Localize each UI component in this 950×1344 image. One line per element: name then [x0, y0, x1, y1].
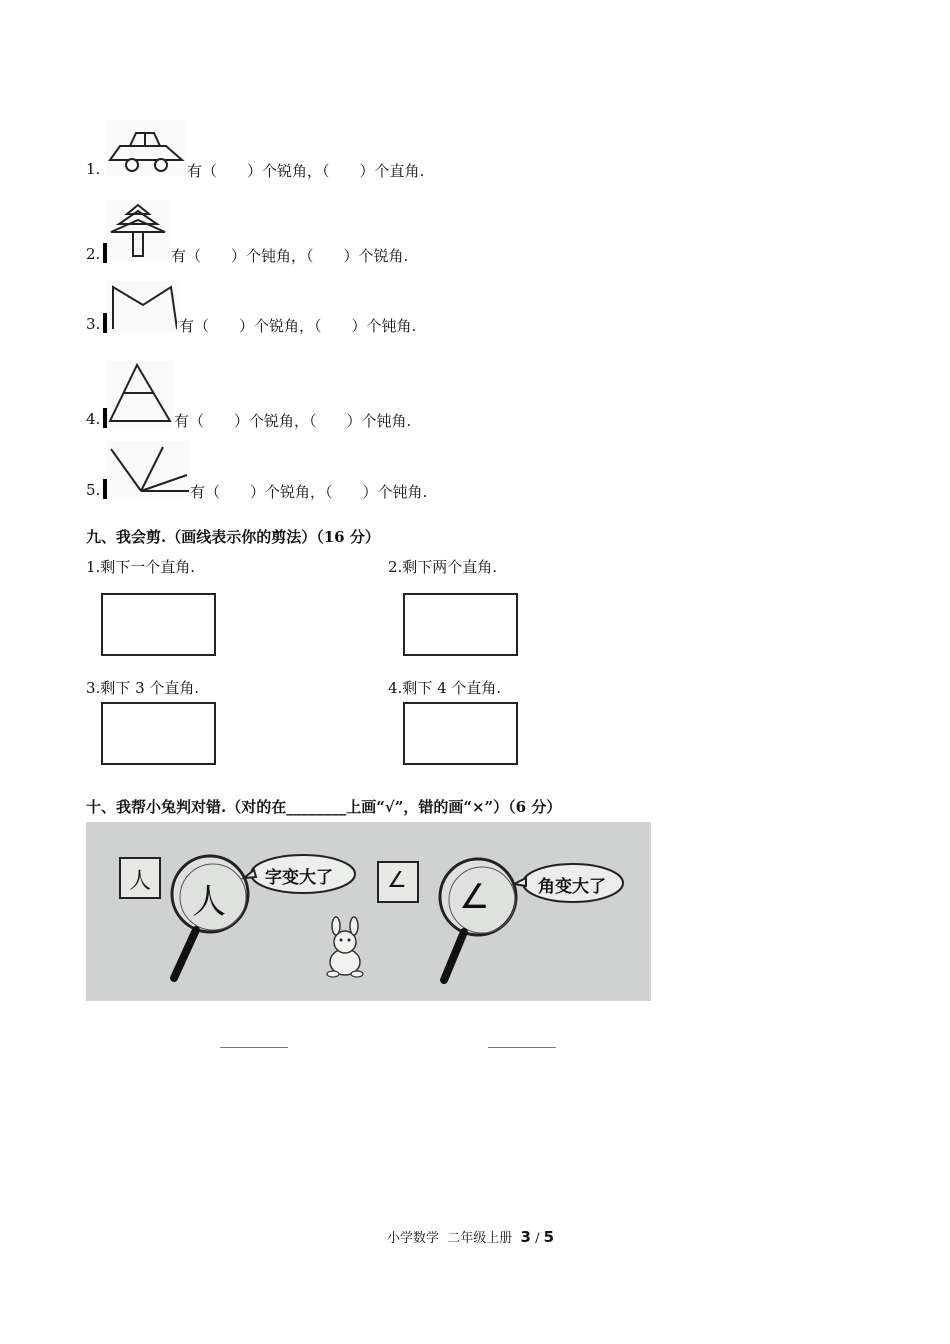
- left-bubble-text: 字变大了: [265, 868, 333, 888]
- rabbit-magnifier-photo: [86, 822, 651, 1001]
- cut-rectangle-4[interactable]: [403, 702, 518, 765]
- item-4-text: 有（ ）个锐角，（ ）个钝角.: [174, 412, 412, 430]
- answer-blank-right[interactable]: [488, 1047, 556, 1048]
- right-glass-char: ∠: [459, 877, 490, 917]
- footer-subject: 小学数学 二年级上册: [387, 1231, 513, 1246]
- car-figure: [106, 120, 186, 176]
- right-bubble-text: 角变大了: [538, 877, 606, 897]
- item-1-number: 1.: [86, 160, 101, 178]
- item-5-text: 有（ ）个锐角，（ ）个钝角.: [190, 483, 428, 501]
- part9-item-1-label: 1.剩下一个直角.: [86, 558, 196, 576]
- rabbit-icon: [327, 917, 363, 977]
- rays-figure: [107, 441, 189, 497]
- item-5-number: 5.: [86, 481, 101, 499]
- part10-title: 十、我帮小兔判对错.（对的在________上画“√”，错的画“×”）（6 分）: [86, 798, 562, 816]
- cut-rectangle-2[interactable]: [403, 593, 518, 656]
- part9-title: 九、我会剪.（画线表示你的剪法）（16 分）: [86, 528, 380, 546]
- cut-rectangle-1[interactable]: [101, 593, 216, 656]
- item-2-number: 2.: [86, 245, 101, 263]
- triangle-figure: [107, 361, 173, 428]
- cut-rectangle-3[interactable]: [101, 702, 216, 765]
- item-4-number: 4.: [86, 410, 101, 428]
- footer-separator: /: [530, 1231, 544, 1246]
- footer-total: 5: [543, 1228, 555, 1246]
- left-glass-char: 人: [192, 882, 226, 922]
- page-footer: [387, 1227, 554, 1246]
- footer-page: 3: [520, 1228, 531, 1246]
- item-1-text: 有（ ）个锐角，（ ）个直角.: [187, 162, 425, 180]
- part9-item-2-label: 2.剩下两个直角.: [388, 558, 498, 576]
- item-3-text: 有（ ）个锐角，（ ）个钝角.: [179, 317, 417, 335]
- item-3-number: 3.: [86, 315, 101, 333]
- left-box-char: 人: [129, 869, 152, 894]
- item-2-text: 有（ ）个钝角，（ ）个锐角.: [171, 247, 409, 265]
- part9-item-3-label: 3.剩下 3 个直角.: [86, 679, 200, 697]
- m-shape-figure: [107, 281, 177, 332]
- tree-figure: [107, 200, 170, 261]
- answer-blank-left[interactable]: [220, 1047, 288, 1048]
- part9-item-4-label: 4.剩下 4 个直角.: [388, 679, 502, 697]
- right-box-char: ∠: [387, 868, 407, 893]
